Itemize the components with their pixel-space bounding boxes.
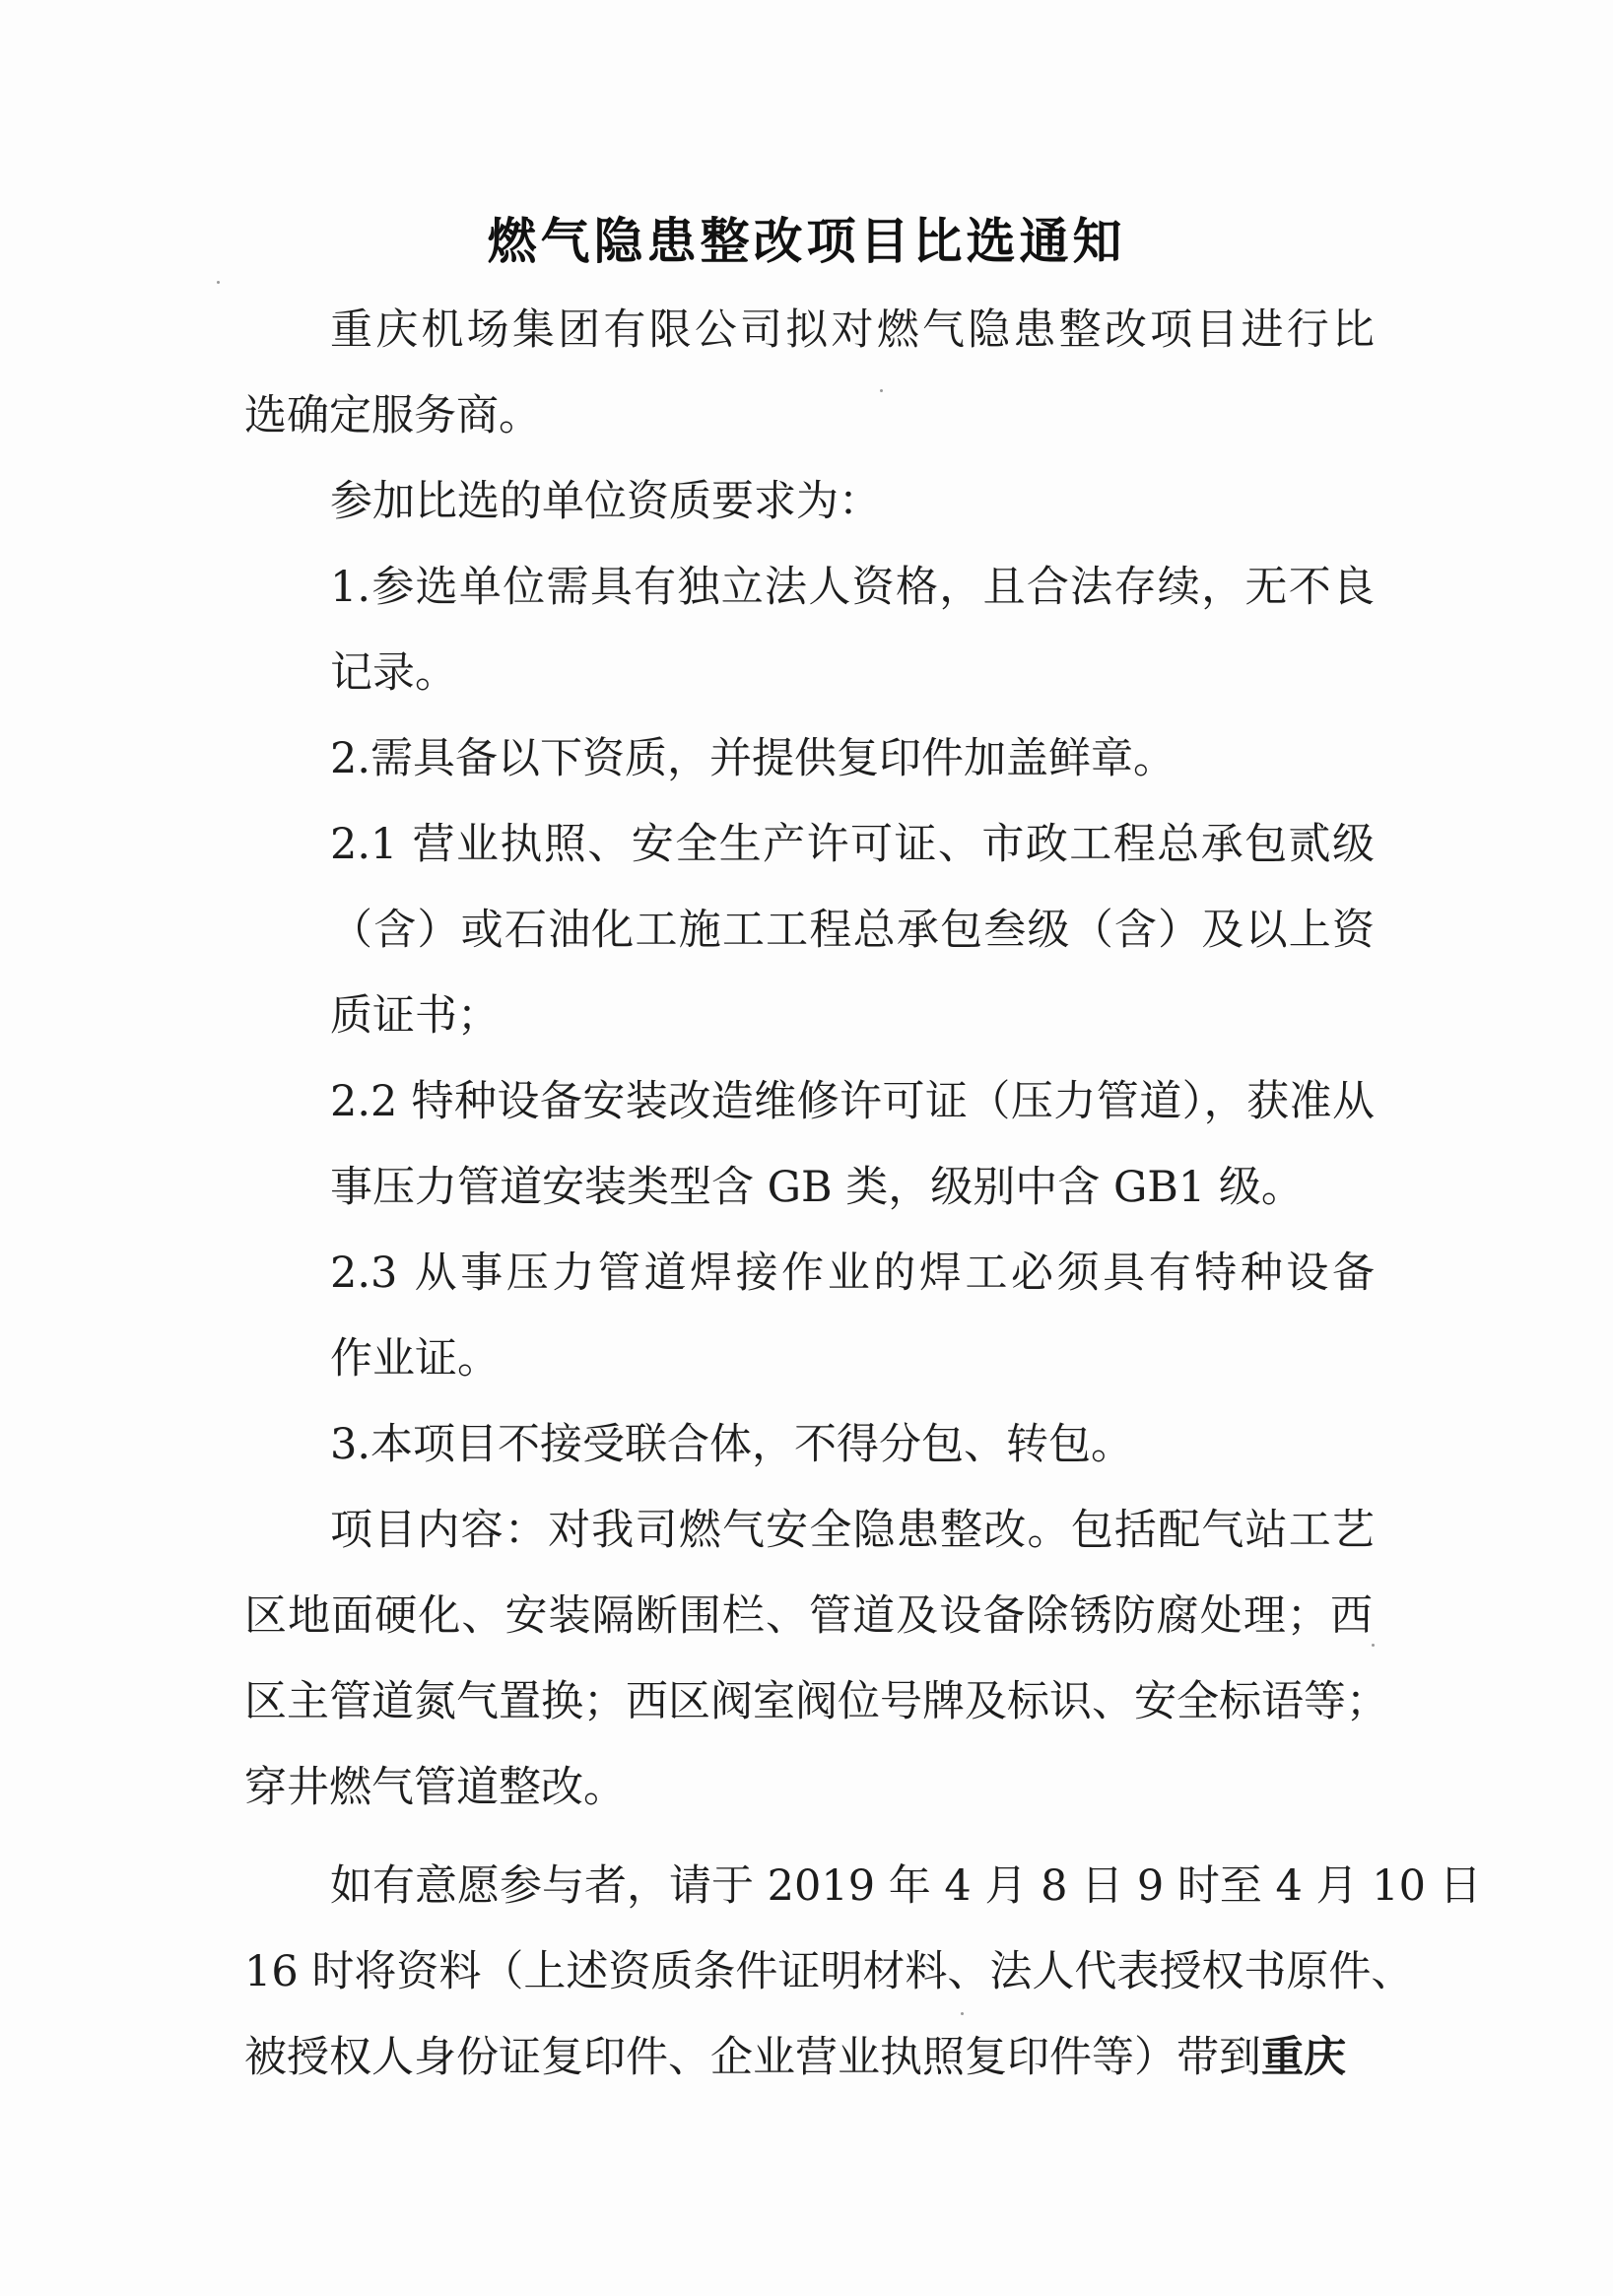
scan-speck	[880, 389, 883, 392]
paragraph-line-12: 2.3 从事压力管道焊接作业的焊工必须具有特种设备	[330, 1249, 1375, 1298]
scan-speck	[217, 281, 220, 284]
paragraph-line-7: 2.1 营业执照、安全生产许可证、市政工程总承包贰级	[330, 820, 1375, 869]
paragraph-line-4: 1.参选单位需具有独立法人资格，且合法存续，无不良	[330, 563, 1375, 612]
emphasis-text: 重庆	[1261, 2033, 1346, 2082]
paragraph-line-19: 如有意愿参与者，请于 2019 年 4 月 8 日 9 时至 4 月 10 日	[330, 1861, 1482, 1911]
paragraph-line-20: 16 时将资料（上述资质条件证明材料、法人代表授权书原件、	[244, 1947, 1414, 1996]
paragraph-line-3: 参加比选的单位资质要求为：	[330, 477, 881, 526]
paragraph-line-21-text: 被授权人身份证复印件、企业营业执照复印件等）带到	[244, 2033, 1261, 2082]
paragraph-line-2: 选确定服务商。	[244, 391, 541, 440]
scan-speck	[961, 2012, 964, 2015]
paragraph-line-13: 作业证。	[330, 1334, 500, 1384]
paragraph-line-17: 区主管道氮气置换；西区阀室阀位号牌及标识、安全标语等；	[244, 1677, 1388, 1726]
paragraph-line-1: 重庆机场集团有限公司拟对燃气隐患整改项目进行比	[330, 305, 1375, 355]
paragraph-line-8: （含）或石油化工施工工程总承包叁级（含）及以上资	[330, 906, 1375, 955]
scan-speck	[1372, 1644, 1375, 1647]
paragraph-line-15: 项目内容：对我司燃气安全隐患整改。包括配气站工艺	[330, 1506, 1375, 1555]
paragraph-line-6: 2.需具备以下资质，并提供复印件加盖鲜章。	[330, 734, 1176, 783]
paragraph-line-18: 穿井燃气管道整改。	[244, 1763, 626, 1812]
document-title: 燃气隐患整改项目比选通知	[487, 213, 1126, 270]
paragraph-line-5: 记录。	[330, 648, 457, 698]
paragraph-line-21	[244, 2028, 1346, 2087]
paragraph-line-10: 2.2 特种设备安装改造维修许可证（压力管道），获准从	[330, 1077, 1375, 1126]
paragraph-line-14: 3.本项目不接受联合体，不得分包、转包。	[330, 1420, 1134, 1469]
paragraph-line-9: 质证书；	[330, 991, 500, 1041]
paragraph-line-11: 事压力管道安装类型含 GB 类，级别中含 GB1 级。	[330, 1163, 1304, 1212]
paragraph-line-16: 区地面硬化、安装隔断围栏、管道及设备除锈防腐处理；西	[244, 1591, 1373, 1641]
